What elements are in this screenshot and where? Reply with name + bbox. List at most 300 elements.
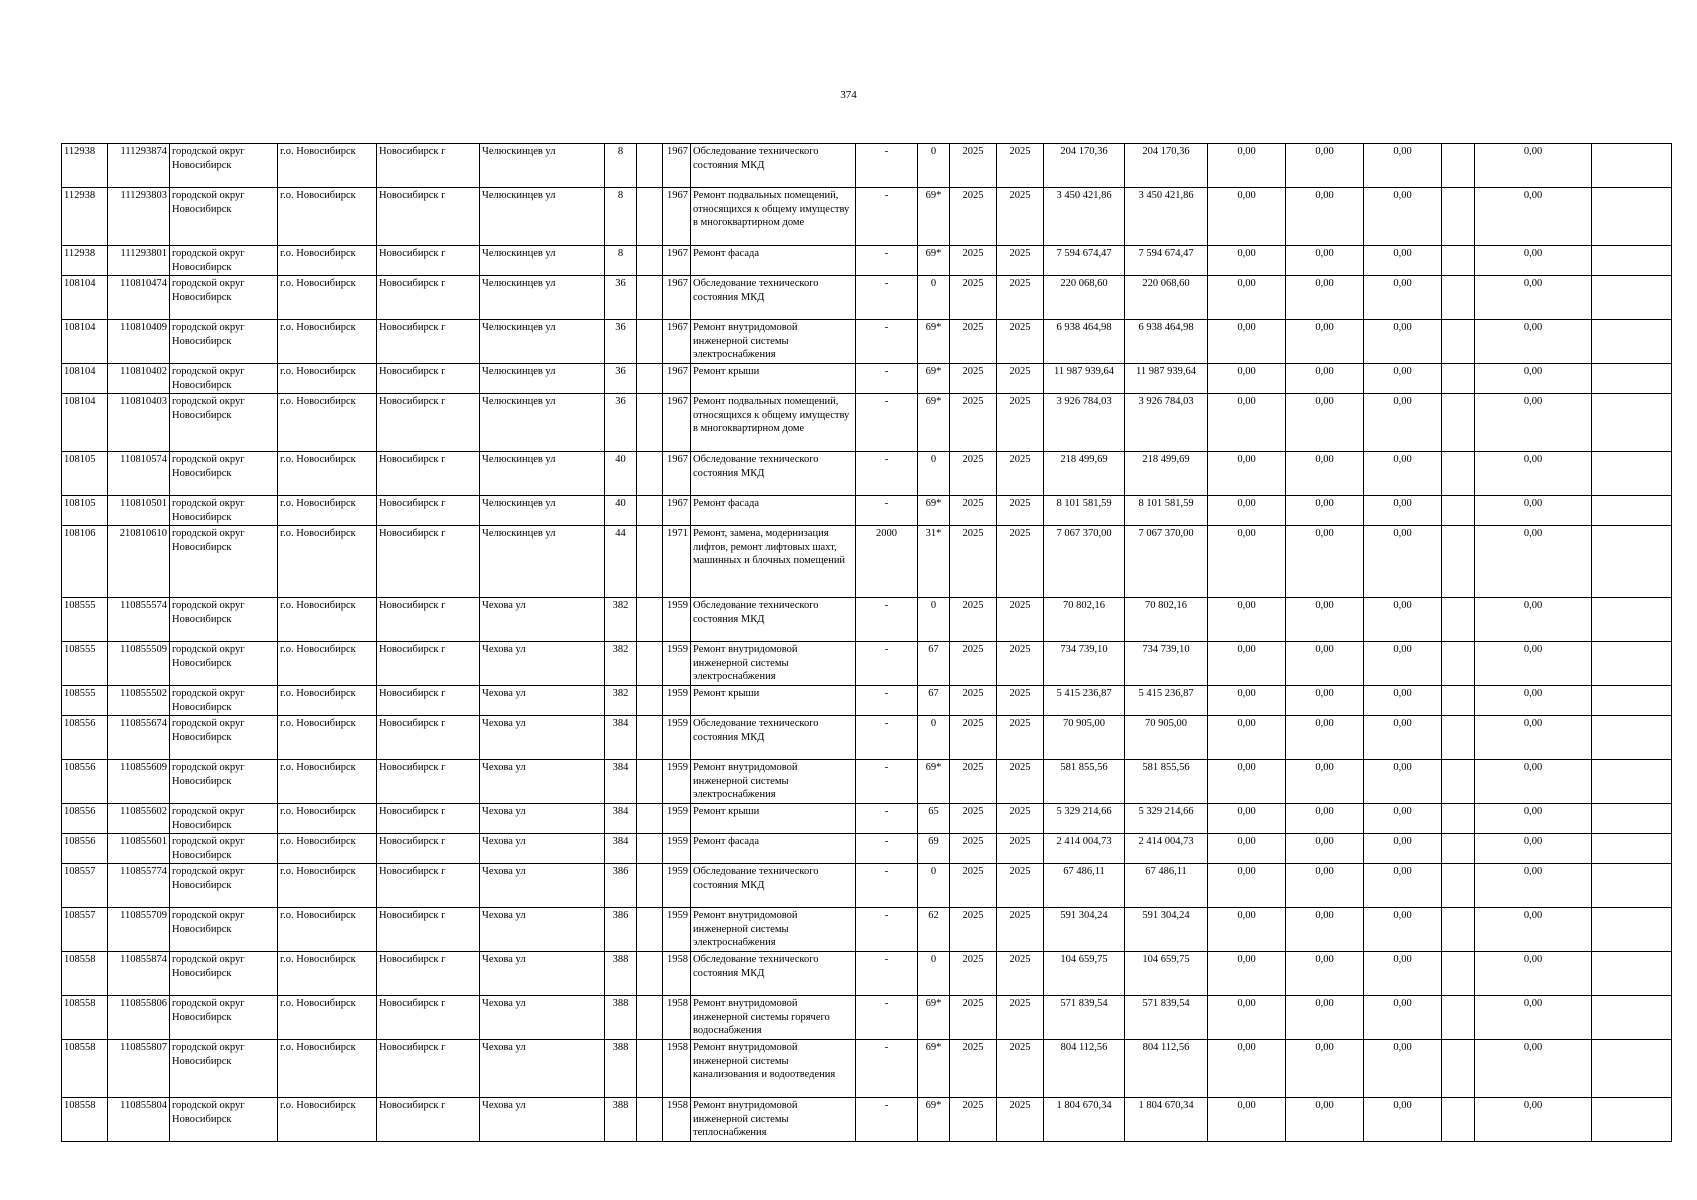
total-cost-cell: 734 739,10 xyxy=(1044,642,1125,686)
end-year-cell: 2025 xyxy=(997,908,1044,952)
wear-cell: 0 xyxy=(918,276,950,320)
wear-cell: 69* xyxy=(918,496,950,526)
work-type-cell: Ремонт крыши xyxy=(691,686,856,716)
municipality-cell: городской округ Новосибирск xyxy=(170,952,278,996)
local-cell: 0,00 xyxy=(1364,1098,1442,1142)
table-row xyxy=(62,144,1672,188)
code-cell: 108104 xyxy=(62,364,108,394)
regional-cell: 0,00 xyxy=(1286,276,1364,320)
total-cost-cell: 3 450 421,86 xyxy=(1044,188,1125,246)
federal-cell: 0,00 xyxy=(1208,320,1286,364)
volume-cell: - xyxy=(856,804,918,834)
blank-cell-2 xyxy=(1592,276,1672,320)
fund-cost-cell: 220 068,60 xyxy=(1125,276,1208,320)
house-cell: 384 xyxy=(605,716,637,760)
street-cell: Чехова ул xyxy=(480,996,605,1040)
code-cell: 108558 xyxy=(62,996,108,1040)
total-cost-cell: 5 329 214,66 xyxy=(1044,804,1125,834)
end-year-cell: 2025 xyxy=(997,834,1044,864)
city-cell: Новосибирск г xyxy=(377,1040,480,1098)
fund-cost-cell: 591 304,24 xyxy=(1125,908,1208,952)
blank-cell-2 xyxy=(1592,1098,1672,1142)
city-cell: Новосибирск г xyxy=(377,1098,480,1142)
blank-cell-2 xyxy=(1592,394,1672,452)
district-cell: г.о. Новосибирск xyxy=(278,996,377,1040)
owners-cell: 0,00 xyxy=(1475,834,1592,864)
house-cell: 36 xyxy=(605,320,637,364)
wear-cell: 0 xyxy=(918,144,950,188)
blank-cell-2 xyxy=(1592,526,1672,598)
fund-cost-cell: 1 804 670,34 xyxy=(1125,1098,1208,1142)
house-cell: 384 xyxy=(605,760,637,804)
code-cell: 108558 xyxy=(62,1098,108,1142)
table-body xyxy=(62,144,1672,1142)
street-cell: Чехова ул xyxy=(480,864,605,908)
fund-cost-cell: 804 112,56 xyxy=(1125,1040,1208,1098)
table-row xyxy=(62,864,1672,908)
owners-cell: 0,00 xyxy=(1475,716,1592,760)
code-cell: 108558 xyxy=(62,1040,108,1098)
district-cell: г.о. Новосибирск xyxy=(278,452,377,496)
building-cell xyxy=(637,598,663,642)
year-built-cell: 1958 xyxy=(663,996,691,1040)
code-cell: 108556 xyxy=(62,834,108,864)
street-cell: Челюскинцев ул xyxy=(480,144,605,188)
local-cell: 0,00 xyxy=(1364,364,1442,394)
id-cell: 110855574 xyxy=(108,598,170,642)
local-cell: 0,00 xyxy=(1364,276,1442,320)
work-type-cell: Ремонт крыши xyxy=(691,804,856,834)
local-cell: 0,00 xyxy=(1364,760,1442,804)
regional-cell: 0,00 xyxy=(1286,320,1364,364)
blank-cell xyxy=(1442,364,1475,394)
year-built-cell: 1958 xyxy=(663,1040,691,1098)
blank-cell xyxy=(1442,834,1475,864)
fund-cost-cell: 70 905,00 xyxy=(1125,716,1208,760)
start-year-cell: 2025 xyxy=(950,276,997,320)
capital-repair-table xyxy=(61,143,1672,1142)
local-cell: 0,00 xyxy=(1364,188,1442,246)
code-cell: 108104 xyxy=(62,276,108,320)
owners-cell: 0,00 xyxy=(1475,686,1592,716)
work-type-cell: Ремонт внутридомовой инженерной системы канализования и водоотведения xyxy=(691,1040,856,1098)
start-year-cell: 2025 xyxy=(950,452,997,496)
wear-cell: 67 xyxy=(918,686,950,716)
street-cell: Чехова ул xyxy=(480,804,605,834)
blank-cell-2 xyxy=(1592,598,1672,642)
city-cell: Новосибирск г xyxy=(377,276,480,320)
total-cost-cell: 8 101 581,59 xyxy=(1044,496,1125,526)
blank-cell xyxy=(1442,996,1475,1040)
volume-cell: - xyxy=(856,686,918,716)
blank-cell-2 xyxy=(1592,320,1672,364)
city-cell: Новосибирск г xyxy=(377,952,480,996)
district-cell: г.о. Новосибирск xyxy=(278,642,377,686)
table-row xyxy=(62,452,1672,496)
blank-cell-2 xyxy=(1592,642,1672,686)
building-cell xyxy=(637,144,663,188)
year-built-cell: 1959 xyxy=(663,598,691,642)
district-cell: г.о. Новосибирск xyxy=(278,804,377,834)
district-cell: г.о. Новосибирск xyxy=(278,716,377,760)
work-type-cell: Обследование технического состояния МКД xyxy=(691,276,856,320)
total-cost-cell: 3 926 784,03 xyxy=(1044,394,1125,452)
building-cell xyxy=(637,364,663,394)
regional-cell: 0,00 xyxy=(1286,686,1364,716)
federal-cell: 0,00 xyxy=(1208,246,1286,276)
regional-cell: 0,00 xyxy=(1286,952,1364,996)
total-cost-cell: 204 170,36 xyxy=(1044,144,1125,188)
owners-cell: 0,00 xyxy=(1475,364,1592,394)
volume-cell: - xyxy=(856,760,918,804)
blank-cell xyxy=(1442,452,1475,496)
table-row xyxy=(62,1040,1672,1098)
owners-cell: 0,00 xyxy=(1475,1040,1592,1098)
street-cell: Чехова ул xyxy=(480,686,605,716)
local-cell: 0,00 xyxy=(1364,686,1442,716)
house-cell: 384 xyxy=(605,804,637,834)
end-year-cell: 2025 xyxy=(997,188,1044,246)
local-cell: 0,00 xyxy=(1364,834,1442,864)
wear-cell: 67 xyxy=(918,642,950,686)
blank-cell xyxy=(1442,952,1475,996)
federal-cell: 0,00 xyxy=(1208,804,1286,834)
start-year-cell: 2025 xyxy=(950,952,997,996)
building-cell xyxy=(637,320,663,364)
table-row xyxy=(62,908,1672,952)
house-cell: 386 xyxy=(605,864,637,908)
house-cell: 36 xyxy=(605,276,637,320)
fund-cost-cell: 8 101 581,59 xyxy=(1125,496,1208,526)
id-cell: 111293803 xyxy=(108,188,170,246)
street-cell: Челюскинцев ул xyxy=(480,246,605,276)
id-cell: 110810403 xyxy=(108,394,170,452)
owners-cell: 0,00 xyxy=(1475,804,1592,834)
id-cell: 110855806 xyxy=(108,996,170,1040)
work-type-cell: Ремонт внутридомовой инженерной системы электроснабжения xyxy=(691,320,856,364)
local-cell: 0,00 xyxy=(1364,452,1442,496)
house-cell: 388 xyxy=(605,996,637,1040)
city-cell: Новосибирск г xyxy=(377,716,480,760)
owners-cell: 0,00 xyxy=(1475,952,1592,996)
building-cell xyxy=(637,908,663,952)
year-built-cell: 1958 xyxy=(663,1098,691,1142)
building-cell xyxy=(637,834,663,864)
federal-cell: 0,00 xyxy=(1208,716,1286,760)
building-cell xyxy=(637,864,663,908)
total-cost-cell: 804 112,56 xyxy=(1044,1040,1125,1098)
total-cost-cell: 11 987 939,64 xyxy=(1044,364,1125,394)
federal-cell: 0,00 xyxy=(1208,952,1286,996)
blank-cell-2 xyxy=(1592,188,1672,246)
end-year-cell: 2025 xyxy=(997,452,1044,496)
fund-cost-cell: 3 926 784,03 xyxy=(1125,394,1208,452)
regional-cell: 0,00 xyxy=(1286,598,1364,642)
federal-cell: 0,00 xyxy=(1208,276,1286,320)
city-cell: Новосибирск г xyxy=(377,864,480,908)
start-year-cell: 2025 xyxy=(950,496,997,526)
federal-cell: 0,00 xyxy=(1208,394,1286,452)
total-cost-cell: 6 938 464,98 xyxy=(1044,320,1125,364)
blank-cell xyxy=(1442,642,1475,686)
table-row xyxy=(62,716,1672,760)
table-row xyxy=(62,276,1672,320)
local-cell: 0,00 xyxy=(1364,394,1442,452)
end-year-cell: 2025 xyxy=(997,642,1044,686)
building-cell xyxy=(637,452,663,496)
end-year-cell: 2025 xyxy=(997,276,1044,320)
local-cell: 0,00 xyxy=(1364,642,1442,686)
local-cell: 0,00 xyxy=(1364,526,1442,598)
district-cell: г.о. Новосибирск xyxy=(278,246,377,276)
year-built-cell: 1967 xyxy=(663,276,691,320)
municipality-cell: городской округ Новосибирск xyxy=(170,496,278,526)
wear-cell: 69* xyxy=(918,320,950,364)
building-cell xyxy=(637,716,663,760)
street-cell: Челюскинцев ул xyxy=(480,320,605,364)
fund-cost-cell: 7 594 674,47 xyxy=(1125,246,1208,276)
federal-cell: 0,00 xyxy=(1208,908,1286,952)
year-built-cell: 1959 xyxy=(663,760,691,804)
blank-cell-2 xyxy=(1592,686,1672,716)
start-year-cell: 2025 xyxy=(950,642,997,686)
blank-cell-2 xyxy=(1592,834,1672,864)
federal-cell: 0,00 xyxy=(1208,526,1286,598)
table-row xyxy=(62,1098,1672,1142)
id-cell: 111293874 xyxy=(108,144,170,188)
municipality-cell: городской округ Новосибирск xyxy=(170,1098,278,1142)
start-year-cell: 2025 xyxy=(950,144,997,188)
table-row xyxy=(62,188,1672,246)
regional-cell: 0,00 xyxy=(1286,364,1364,394)
district-cell: г.о. Новосибирск xyxy=(278,686,377,716)
city-cell: Новосибирск г xyxy=(377,144,480,188)
code-cell: 108557 xyxy=(62,864,108,908)
municipality-cell: городской округ Новосибирск xyxy=(170,760,278,804)
table-row xyxy=(62,834,1672,864)
table-row xyxy=(62,686,1672,716)
local-cell: 0,00 xyxy=(1364,716,1442,760)
owners-cell: 0,00 xyxy=(1475,452,1592,496)
table-row xyxy=(62,996,1672,1040)
year-built-cell: 1967 xyxy=(663,394,691,452)
wear-cell: 69* xyxy=(918,1098,950,1142)
municipality-cell: городской округ Новосибирск xyxy=(170,686,278,716)
start-year-cell: 2025 xyxy=(950,394,997,452)
regional-cell: 0,00 xyxy=(1286,394,1364,452)
start-year-cell: 2025 xyxy=(950,834,997,864)
id-cell: 110855602 xyxy=(108,804,170,834)
blank-cell-2 xyxy=(1592,246,1672,276)
year-built-cell: 1959 xyxy=(663,804,691,834)
end-year-cell: 2025 xyxy=(997,716,1044,760)
blank-cell xyxy=(1442,276,1475,320)
table-row xyxy=(62,642,1672,686)
district-cell: г.о. Новосибирск xyxy=(278,320,377,364)
street-cell: Чехова ул xyxy=(480,760,605,804)
end-year-cell: 2025 xyxy=(997,1098,1044,1142)
end-year-cell: 2025 xyxy=(997,952,1044,996)
city-cell: Новосибирск г xyxy=(377,996,480,1040)
blank-cell-2 xyxy=(1592,1040,1672,1098)
building-cell xyxy=(637,1098,663,1142)
owners-cell: 0,00 xyxy=(1475,276,1592,320)
start-year-cell: 2025 xyxy=(950,188,997,246)
regional-cell: 0,00 xyxy=(1286,760,1364,804)
street-cell: Челюскинцев ул xyxy=(480,394,605,452)
start-year-cell: 2025 xyxy=(950,804,997,834)
year-built-cell: 1967 xyxy=(663,452,691,496)
total-cost-cell: 104 659,75 xyxy=(1044,952,1125,996)
id-cell: 110855709 xyxy=(108,908,170,952)
blank-cell xyxy=(1442,188,1475,246)
wear-cell: 69* xyxy=(918,760,950,804)
local-cell: 0,00 xyxy=(1364,952,1442,996)
work-type-cell: Ремонт внутридомовой инженерной системы электроснабжения xyxy=(691,760,856,804)
total-cost-cell: 581 855,56 xyxy=(1044,760,1125,804)
house-cell: 388 xyxy=(605,952,637,996)
fund-cost-cell: 204 170,36 xyxy=(1125,144,1208,188)
end-year-cell: 2025 xyxy=(997,144,1044,188)
local-cell: 0,00 xyxy=(1364,144,1442,188)
fund-cost-cell: 6 938 464,98 xyxy=(1125,320,1208,364)
blank-cell xyxy=(1442,804,1475,834)
volume-cell: - xyxy=(856,452,918,496)
city-cell: Новосибирск г xyxy=(377,598,480,642)
blank-cell-2 xyxy=(1592,952,1672,996)
start-year-cell: 2025 xyxy=(950,246,997,276)
blank-cell-2 xyxy=(1592,716,1672,760)
total-cost-cell: 2 414 004,73 xyxy=(1044,834,1125,864)
federal-cell: 0,00 xyxy=(1208,598,1286,642)
street-cell: Чехова ул xyxy=(480,716,605,760)
regional-cell: 0,00 xyxy=(1286,908,1364,952)
fund-cost-cell: 581 855,56 xyxy=(1125,760,1208,804)
code-cell: 108556 xyxy=(62,760,108,804)
municipality-cell: городской округ Новосибирск xyxy=(170,144,278,188)
work-type-cell: Обследование технического состояния МКД xyxy=(691,452,856,496)
table-row xyxy=(62,760,1672,804)
municipality-cell: городской округ Новосибирск xyxy=(170,996,278,1040)
wear-cell: 69* xyxy=(918,394,950,452)
blank-cell-2 xyxy=(1592,144,1672,188)
start-year-cell: 2025 xyxy=(950,1040,997,1098)
house-cell: 36 xyxy=(605,394,637,452)
house-cell: 40 xyxy=(605,496,637,526)
code-cell: 108106 xyxy=(62,526,108,598)
id-cell: 110855804 xyxy=(108,1098,170,1142)
volume-cell: - xyxy=(856,716,918,760)
city-cell: Новосибирск г xyxy=(377,908,480,952)
fund-cost-cell: 70 802,16 xyxy=(1125,598,1208,642)
municipality-cell: городской округ Новосибирск xyxy=(170,834,278,864)
code-cell: 108558 xyxy=(62,952,108,996)
wear-cell: 69* xyxy=(918,364,950,394)
blank-cell xyxy=(1442,598,1475,642)
blank-cell xyxy=(1442,144,1475,188)
municipality-cell: городской округ Новосибирск xyxy=(170,246,278,276)
district-cell: г.о. Новосибирск xyxy=(278,834,377,864)
house-cell: 36 xyxy=(605,364,637,394)
building-cell xyxy=(637,1040,663,1098)
municipality-cell: городской округ Новосибирск xyxy=(170,188,278,246)
year-built-cell: 1958 xyxy=(663,952,691,996)
building-cell xyxy=(637,394,663,452)
wear-cell: 0 xyxy=(918,952,950,996)
fund-cost-cell: 3 450 421,86 xyxy=(1125,188,1208,246)
municipality-cell: городской округ Новосибирск xyxy=(170,864,278,908)
street-cell: Челюскинцев ул xyxy=(480,496,605,526)
federal-cell: 0,00 xyxy=(1208,188,1286,246)
volume-cell: - xyxy=(856,144,918,188)
local-cell: 0,00 xyxy=(1364,804,1442,834)
id-cell: 110855874 xyxy=(108,952,170,996)
total-cost-cell: 70 905,00 xyxy=(1044,716,1125,760)
local-cell: 0,00 xyxy=(1364,1040,1442,1098)
regional-cell: 0,00 xyxy=(1286,144,1364,188)
municipality-cell: городской округ Новосибирск xyxy=(170,394,278,452)
regional-cell: 0,00 xyxy=(1286,834,1364,864)
work-type-cell: Ремонт подвальных помещений, относящихся к общему имуществу в многоквартирном доме xyxy=(691,394,856,452)
id-cell: 110855509 xyxy=(108,642,170,686)
work-type-cell: Обследование технического состояния МКД xyxy=(691,144,856,188)
wear-cell: 65 xyxy=(918,804,950,834)
federal-cell: 0,00 xyxy=(1208,364,1286,394)
volume-cell: - xyxy=(856,320,918,364)
district-cell: г.о. Новосибирск xyxy=(278,760,377,804)
blank-cell-2 xyxy=(1592,996,1672,1040)
end-year-cell: 2025 xyxy=(997,320,1044,364)
building-cell xyxy=(637,526,663,598)
federal-cell: 0,00 xyxy=(1208,686,1286,716)
street-cell: Челюскинцев ул xyxy=(480,526,605,598)
total-cost-cell: 67 486,11 xyxy=(1044,864,1125,908)
work-type-cell: Ремонт внутридомовой инженерной системы электроснабжения xyxy=(691,908,856,952)
blank-cell xyxy=(1442,320,1475,364)
table-row xyxy=(62,804,1672,834)
owners-cell: 0,00 xyxy=(1475,864,1592,908)
federal-cell: 0,00 xyxy=(1208,1040,1286,1098)
end-year-cell: 2025 xyxy=(997,526,1044,598)
volume-cell: - xyxy=(856,996,918,1040)
work-type-cell: Ремонт внутридомовой инженерной системы электроснабжения xyxy=(691,642,856,686)
start-year-cell: 2025 xyxy=(950,526,997,598)
year-built-cell: 1967 xyxy=(663,496,691,526)
year-built-cell: 1959 xyxy=(663,642,691,686)
municipality-cell: городской округ Новосибирск xyxy=(170,1040,278,1098)
total-cost-cell: 7 067 370,00 xyxy=(1044,526,1125,598)
regional-cell: 0,00 xyxy=(1286,642,1364,686)
year-built-cell: 1959 xyxy=(663,864,691,908)
id-cell: 210810610 xyxy=(108,526,170,598)
regional-cell: 0,00 xyxy=(1286,1040,1364,1098)
fund-cost-cell: 571 839,54 xyxy=(1125,996,1208,1040)
municipality-cell: городской округ Новосибирск xyxy=(170,320,278,364)
fund-cost-cell: 5 415 236,87 xyxy=(1125,686,1208,716)
street-cell: Челюскинцев ул xyxy=(480,452,605,496)
work-type-cell: Ремонт фасада xyxy=(691,246,856,276)
blank-cell xyxy=(1442,246,1475,276)
work-type-cell: Ремонт внутридомовой инженерной системы теплоснабжения xyxy=(691,1098,856,1142)
total-cost-cell: 591 304,24 xyxy=(1044,908,1125,952)
work-type-cell: Ремонт фасада xyxy=(691,496,856,526)
district-cell: г.о. Новосибирск xyxy=(278,144,377,188)
owners-cell: 0,00 xyxy=(1475,246,1592,276)
end-year-cell: 2025 xyxy=(997,598,1044,642)
city-cell: Новосибирск г xyxy=(377,760,480,804)
work-type-cell: Ремонт крыши xyxy=(691,364,856,394)
owners-cell: 0,00 xyxy=(1475,908,1592,952)
